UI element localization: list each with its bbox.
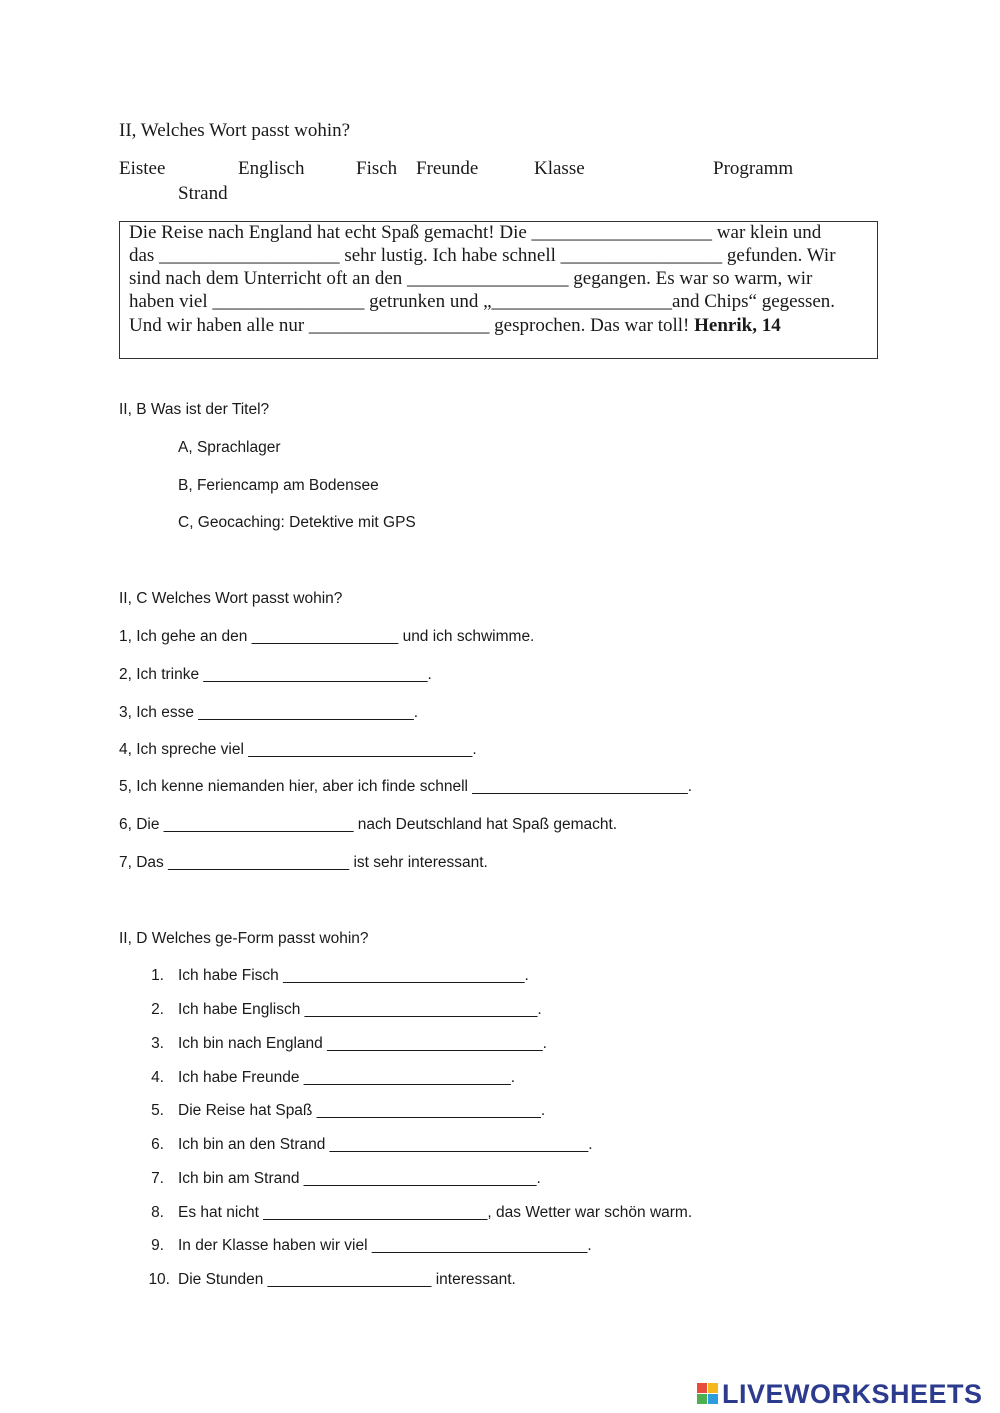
logo-square-icon (697, 1394, 707, 1404)
section-d-heading: II, D Welches ge-Form passt wohin? (119, 930, 369, 947)
sentence-item: 2, Ich trinke __________________________. (119, 666, 432, 683)
word-bank-item: Strand (178, 183, 228, 204)
sentence-item: 5, Ich kenne niemanden hier, aber ich finde schnell _________________________. (119, 778, 693, 795)
section-c-heading: II, C Welches Wort passt wohin? (119, 590, 343, 607)
list-number: 10. (148, 1271, 170, 1288)
text-line: das ___________________ sehr lustig. Ich habe schnell _________________ gefunden. Wir (129, 245, 836, 266)
list-item: Ich habe Freunde ________________________. (178, 1069, 516, 1086)
liveworksheets-logo (697, 1378, 983, 1410)
text-line: Und wir haben alle nur ___________________ gesprochen. Das war toll! (129, 315, 690, 336)
list-item: Die Stunden ___________________ interessant. (178, 1271, 516, 1288)
sentence-item: 3, Ich esse _________________________. (119, 704, 419, 721)
text-line-last (129, 315, 781, 337)
word-bank-item: Freunde (416, 158, 479, 179)
list-item: Ich bin an den Strand ______________________________. (178, 1136, 593, 1153)
sentence-item: 4, Ich spreche viel __________________________. (119, 741, 477, 758)
word-bank-item: Klasse (534, 158, 585, 179)
sentence-item: 7, Das _____________________ ist sehr interessant. (119, 854, 488, 871)
list-number: 3. (151, 1035, 164, 1052)
word-bank-item: Englisch (238, 158, 305, 179)
list-number: 7. (151, 1170, 164, 1187)
list-item: Ich bin am Strand ___________________________. (178, 1170, 541, 1187)
option-c: C, Geocaching: Detektive mit GPS (178, 514, 416, 531)
list-item: In der Klasse haben wir viel _________________________. (178, 1237, 592, 1254)
text-line: haben viel ________________ getrunken und „___________________and Chips“ gegessen. (129, 291, 836, 312)
logo-square-icon (708, 1394, 718, 1404)
sentence-item: 1, Ich gehe an den _________________ und ich schwimme. (119, 628, 535, 645)
list-item: Ich bin nach England _________________________. (178, 1035, 547, 1052)
text-line: Die Reise nach England hat echt Spaß gemacht! Die ___________________ war klein und (129, 222, 822, 243)
logo-square-icon (697, 1383, 707, 1393)
list-number: 4. (151, 1069, 164, 1086)
word-bank-item: Programm (713, 158, 794, 179)
option-a: A, Sprachlager (178, 439, 281, 456)
option-b: B, Feriencamp am Bodensee (178, 477, 379, 494)
word-bank-item: Fisch (356, 158, 398, 179)
list-number: 5. (151, 1102, 164, 1119)
list-number: 6. (151, 1136, 164, 1153)
list-number: 2. (151, 1001, 164, 1018)
text-line: sind nach dem Unterricht oft an den _________________ gegangen. Es war so warm, wir (129, 268, 813, 289)
section-b-heading: II, B Was ist der Titel? (119, 401, 270, 418)
list-item: Die Reise hat Spaß __________________________. (178, 1102, 546, 1119)
logo-mark-icon (697, 1383, 719, 1405)
logo-text: LIVEWORKSHEETS (722, 1378, 983, 1409)
logo-square-icon (708, 1383, 718, 1393)
signature: Henrik, 14 (694, 315, 781, 336)
list-item: Ich habe Fisch ____________________________. (178, 967, 529, 984)
sentence-item: 6, Die ______________________ nach Deutschland hat Spaß gemacht. (119, 816, 618, 833)
list-number: 8. (151, 1204, 164, 1221)
section-a-heading: II, Welches Wort passt wohin? (119, 120, 351, 141)
word-bank-item: Eistee (119, 158, 166, 179)
list-number: 9. (151, 1237, 164, 1254)
list-number: 1. (151, 967, 164, 984)
list-item: Es hat nicht __________________________, das Wetter war schön warm. (178, 1204, 693, 1221)
list-item: Ich habe Englisch ___________________________. (178, 1001, 542, 1018)
